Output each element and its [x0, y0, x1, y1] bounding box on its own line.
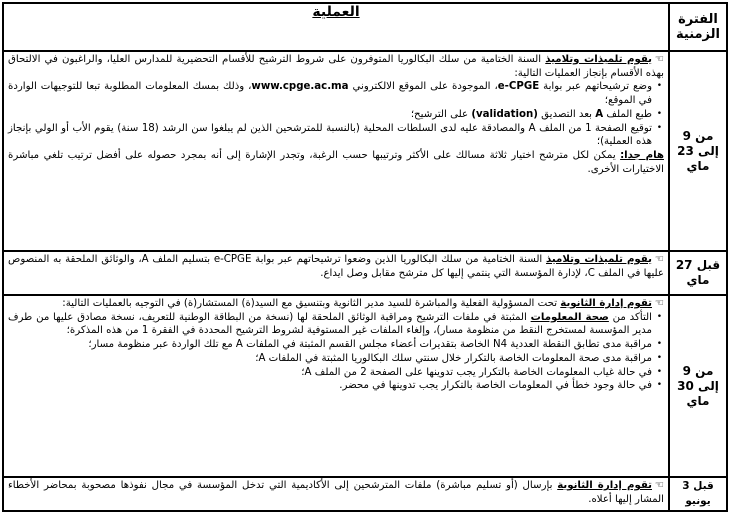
period-line: من 9: [682, 128, 714, 143]
file-letter: A: [595, 108, 604, 120]
operation-cell: [3, 477, 669, 511]
intro-text: السنة الختامية من سلك البكالوريا المتوفرون على شروط الترشيح للأقسام التحضيرية للمدارس العليا، والراغبون في الالتحاق بهذه الأقسام بإنجاز العمليات التالية:: [8, 54, 664, 79]
list-item: • مراقبة مدى تطابق النقطة العددية N4 الخاصة بتقديرات أعضاء مجلس القسم المثبتة في الملفات A مع تلك الواردة عبر منظومة مسار؛: [8, 338, 664, 352]
portal-name: e-CPGE: [497, 81, 540, 93]
item-text: المثبتة في ملفات الترشيح ومراقبة الوثائق الملحقة لها (نسخة من البطاقة الوطنية للتعريف، نسخة مصادق عليها من طرف مدير المؤسسة لمستخرج النقط من منظومة مسار)، وإلغاء الملفات غير المستوفية لشروط الترشيح المحددة في الفقرة 1 من هذه المذكرة؛: [8, 311, 652, 337]
body-text: بإرسال (أو تسليم مباشرة) ملفات المترشحين إلى الأكاديمية التي تدخل المؤسسة في مجال نفوذها مصحوبة بمحاضر الأخطاء المشار إليها أعلاه.: [8, 480, 664, 505]
validation-term: (validation): [471, 108, 538, 120]
table-header-row: [3, 3, 727, 51]
list-item: [8, 108, 664, 122]
lead-text: يقوم تلميذات وتلاميذ: [546, 254, 652, 265]
period-line: إلى 30: [677, 378, 719, 393]
list-item: • في حالة غياب المعلومات الخاصة بالتكرار يجب تدوينها على الصفحة 2 من الملف A؛: [8, 366, 664, 380]
note-text: يمكن لكل مترشح اختيار ثلاثة مسالك على الأكثر وترتيبها حسب الرغبة، وتجدر الإشارة إلى أنه بمجرد حصوله على أفضل ترتيب تلغي مباشرة الاختيارات الأخرى.: [8, 149, 664, 175]
website-text: www.cpge.ac.ma: [251, 81, 349, 93]
period-line: ماي: [686, 158, 710, 173]
list-item: • في حالة وجود خطأ في المعلومات الخاصة بالتكرار يجب تدوينها في محضر.: [8, 379, 664, 393]
note-label: هام جدا:: [620, 149, 664, 161]
period-header-line1: الفترة: [678, 12, 718, 27]
lead-text: تقوم إدارة الثانوية: [560, 298, 652, 309]
period-cell: [669, 477, 727, 511]
period-line: من 9: [682, 363, 714, 378]
operation-header: العملية: [3, 3, 669, 51]
item-text: التأكد من: [612, 311, 652, 323]
period-line: إلى 23: [677, 143, 719, 158]
period-cell: [669, 251, 727, 295]
item-text: على الترشيح؛: [410, 108, 469, 120]
item-emphasis: صحة المعلومات: [530, 311, 609, 323]
period-cell: [669, 295, 727, 477]
period-line: قبل 27: [675, 258, 721, 272]
item-text: وضع ترشيحاتهم عبر بوابة: [543, 81, 652, 93]
pointing-hand-icon: ☜: [654, 298, 664, 309]
lead-text: تقوم إدارة الثانوية: [557, 480, 652, 491]
list-item: [8, 311, 664, 338]
pointing-hand-icon: ☜: [654, 54, 665, 65]
table-row: [3, 477, 727, 511]
body-text: السنة الختامية من سلك البكالوريا الذين وضعوا ترشيحاتهم عبر بوابة e-CPGE بتسليم الملف A، والوثائق الملحقة به المنصوص عليها في الملف C، لإدارة المؤسسة التي ينتمي إليها كل مترشح مقابل وصل ايداع.: [8, 254, 664, 279]
item-text: ، وذلك بمسك المعلومات المطلوبة تبعا للتوجيهات الواردة في الموقع؛: [8, 81, 652, 107]
period-cell: [669, 51, 727, 251]
list-item: • توقيع الصفحة 1 من الملف A والمصادقة عليه لدى السلطات المحلية (بالنسبة للمترشحين الذين لم يبلغوا سن الرشد (18 سنة) يقوم الأب أو الولي بإنجاز هذه العملية)؛: [8, 122, 664, 149]
list-item: [8, 80, 664, 107]
operation-cell: [3, 51, 669, 251]
item-text: ، الموجودة على الموقع الالكتروني: [352, 81, 498, 93]
operation-cell: [3, 295, 669, 477]
pointing-hand-icon: ☜: [654, 254, 664, 265]
table-row: [3, 251, 727, 295]
schedule-table: [2, 2, 728, 512]
table-row: [3, 51, 727, 251]
lead-text: يقوم تلميذات وتلاميذ: [545, 54, 653, 65]
period-line: قبل 3 يونيو: [682, 480, 714, 507]
item-text: طبع الملف: [606, 108, 652, 120]
operation-cell: [3, 251, 669, 295]
period-line: ماي: [686, 393, 710, 408]
list-item: • مراقبة مدى صحة المعلومات الخاصة بالتكرار خلال سنتي سلك البكالوريا المثبتة في الملفات A؛: [8, 352, 664, 366]
intro-text: تحت المسؤولية الفعلية والمباشرة للسيد مدير الثانوية وبتنسيق مع السيد(ة) المستشار(ة) في التوجيه بالعمليات التالية:: [62, 298, 558, 309]
pointing-hand-icon: ☜: [654, 480, 664, 491]
period-line: ماي: [686, 273, 710, 287]
period-header: [669, 3, 727, 51]
table-row: [3, 295, 727, 477]
important-note: [8, 150, 664, 175]
period-header-line2: الزمنية: [676, 27, 720, 42]
item-text: بعد التصديق: [541, 108, 593, 120]
